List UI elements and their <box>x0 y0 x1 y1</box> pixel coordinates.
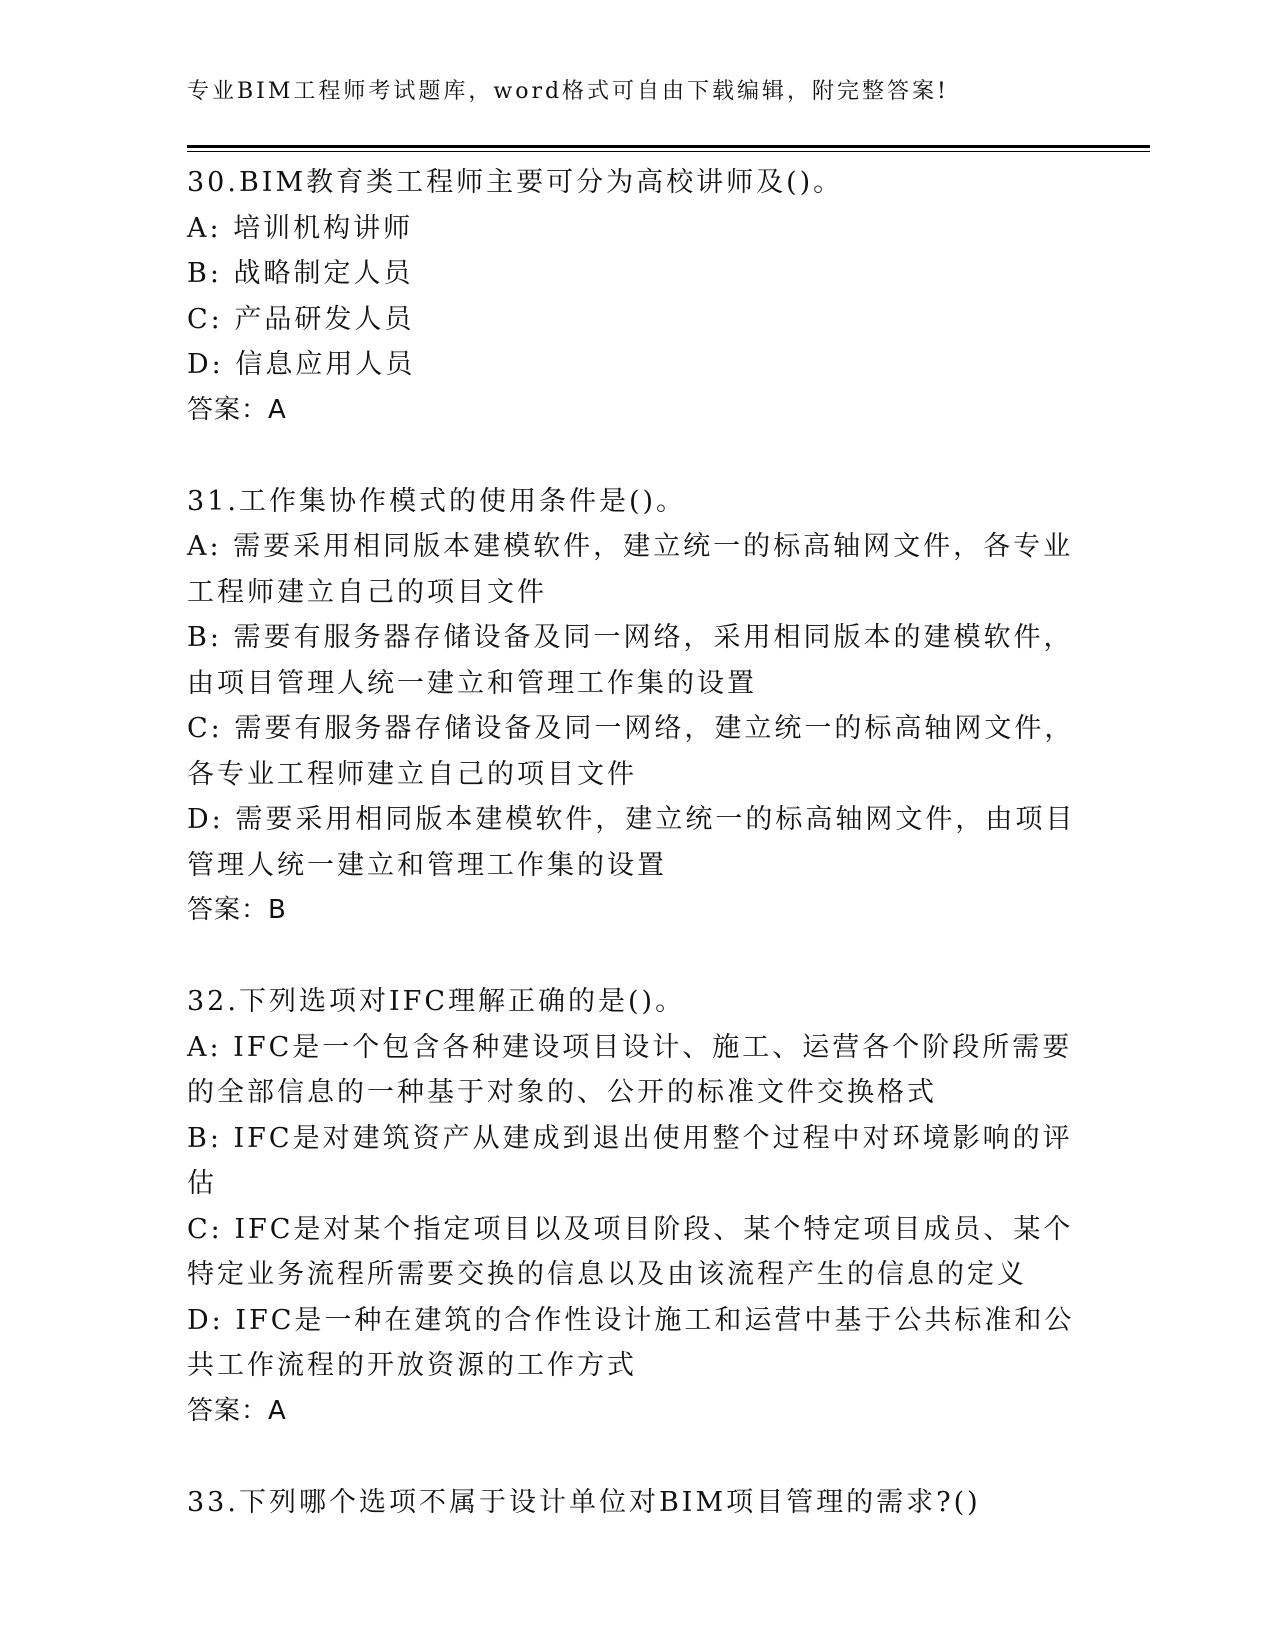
answer: 答案：A <box>187 394 287 425</box>
option-b: B: 战略制定人员 <box>187 258 414 289</box>
header-rule-thin <box>187 151 1150 152</box>
option-d: D: IFC是一种在建筑的合作性设计施工和运营中基于公共标准和公共工作流程的开放资源的工作方式 <box>187 1304 1075 1381</box>
question-30 <box>187 160 1087 433</box>
question-31 <box>187 479 1087 934</box>
question-stem: 32.下列选项对IFC理解正确的是()。 <box>187 986 686 1017</box>
option-d: D: 需要采用相同版本建模软件，建立统一的标高轴网文件，由项目管理人统一建立和管理工作集的设置 <box>187 804 1076 881</box>
question-stem: 30.BIM教育类工程师主要可分为高校讲师及()。 <box>187 167 844 198</box>
option-a: A: 需要采用相同版本建模软件，建立统一的标高轴网文件，各专业工程师建立自己的项目文件 <box>187 531 1074 608</box>
question-stem: 33.下列哪个选项不属于设计单位对BIM项目管理的需求?() <box>187 1486 981 1518</box>
question-32 <box>187 979 1087 1434</box>
header-note: 专业BIM工程师考试题库，word格式可自由下载编辑，附完整答案! <box>187 79 949 104</box>
option-b: B: IFC是对建筑资产从建成到退出使用整个过程中对环境影响的评估 <box>187 1122 1073 1199</box>
option-b: B: 需要有服务器存储设备及同一网络，采用相同版本的建模软件，由项目管理人统一建立和管理工作集的设置 <box>187 622 1074 699</box>
option-d: D: 信息应用人员 <box>187 349 416 380</box>
option-c: C: IFC是对某个指定项目以及项目阶段、某个特定项目成员、某个特定业务流程所需要交换的信息以及由该流程产生的信息的定义 <box>187 1213 1074 1290</box>
header-rule-thick <box>187 145 1150 148</box>
option-c: C: 需要有服务器存储设备及同一网络，建立统一的标高轴网文件，各专业工程师建立自己的项目文件 <box>187 713 1075 790</box>
option-a: A: IFC是一个包含各种建设项目设计、施工、运营各个阶段所需要的全部信息的一种基于对象的、公开的标准文件交换格式 <box>187 1031 1073 1108</box>
option-a: A: 培训机构讲师 <box>187 212 414 244</box>
answer: 答案：B <box>187 895 287 925</box>
question-33 <box>187 1480 1087 1526</box>
answer: 答案：A <box>187 1395 287 1426</box>
question-list <box>187 160 1087 1525</box>
question-stem: 31.工作集协作模式的使用条件是()。 <box>187 485 687 517</box>
option-c: C: 产品研发人员 <box>187 303 415 335</box>
